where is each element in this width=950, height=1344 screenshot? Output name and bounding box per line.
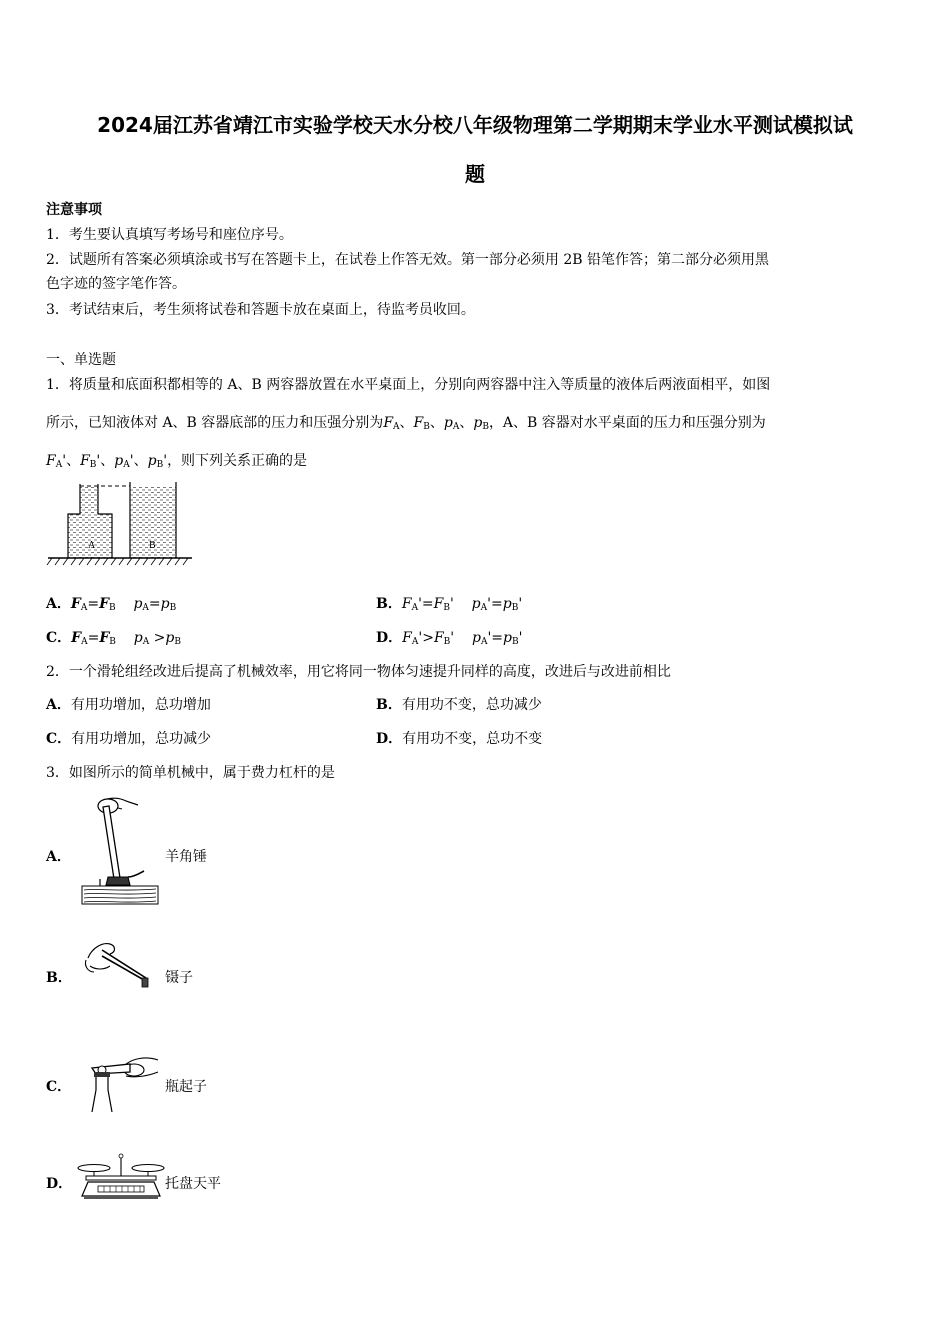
q3-option-a-label[interactable]: A． [46, 849, 71, 865]
q1-option-c[interactable]: C．$F_A=F_B$ $p_A >p_B$ [46, 630, 181, 647]
q1-option-b[interactable]: B．$F_A'=F_B'$ $p_A'=p_B'$ [376, 596, 523, 613]
page-title-continued: 题 [465, 162, 485, 186]
q3-option-c-label[interactable]: C． [46, 1079, 72, 1095]
q3-option-b-text: 镊子 [165, 970, 193, 986]
q1-option-d[interactable]: D．$F_A'>F_B'$ $p_A'=p_B'$ [376, 630, 523, 647]
section-heading: 一、单选题 [46, 352, 116, 368]
q2-option-c[interactable]: C．有用功增加，总功减少 [46, 731, 212, 747]
q3-option-a-text: 羊角锤 [165, 849, 207, 865]
label-a: A [88, 540, 96, 551]
q3-stem: 3．如图所示的简单机械中，属于费力杠杆的是 [46, 765, 335, 781]
q3-option-c-text: 瓶起子 [165, 1079, 207, 1095]
q1-stem-line-2: 所示，已知液体对 A、B 容器底部的压力和压强分别为$F_A$、$F_B$、$p_A$、$p_B$，A、B 容器对水平桌面的压力和压强分别为 [46, 415, 766, 432]
q2-option-d[interactable]: D．有用功不变，总功不变 [376, 731, 543, 747]
notice-item-1: 1．考生要认真填写考场号和座位序号。 [46, 227, 293, 243]
claw-hammer-figure [78, 793, 160, 907]
page-title: 2024届江苏省靖江市实验学校天水分校八年级物理第二学期期末学业水平测试模拟试 [97, 113, 853, 137]
q1-option-a[interactable]: A．$F_A=F_B$ $p_A=p_B$ [46, 596, 177, 613]
pan-balance-figure [74, 1152, 168, 1204]
q1-stem-line-1: 1．将质量和底面积都相等的 A、B 两容器放置在水平桌面上，分别向两容器中注入等质量的液体后两液面相平，如图 [46, 377, 771, 393]
q3-option-d-label[interactable]: D． [46, 1176, 73, 1192]
q1-containers-figure [46, 478, 194, 570]
q3-option-d-text: 托盘天平 [165, 1176, 221, 1192]
q2-stem: 2．一个滑轮组经改进后提高了机械效率，用它将同一物体匀速提升同样的高度，改进后与改进前相比 [46, 664, 671, 680]
notice-item-2-continued: 色字迹的签字笔作答。 [46, 276, 186, 292]
notice-item-2: 2．试题所有答案必须填涂或书写在答题卡上，在试卷上作答无效。第一部分必须用 2B 铅笔作答；第二部分必须用黑 [46, 252, 769, 268]
notice-heading: 注意事项 [46, 202, 102, 218]
q3-option-b-label[interactable]: B． [46, 970, 72, 986]
label-b: B [149, 540, 156, 551]
bottle-opener-figure [84, 1050, 162, 1114]
q1-stem-line-3: $F_A'$、$F_B'$、$p_A'$、$p_B'$，则下列关系正确的是 [46, 453, 308, 470]
q2-option-a[interactable]: A．有用功增加，总功增加 [46, 697, 211, 713]
q2-option-b[interactable]: B．有用功不变，总功减少 [376, 697, 542, 713]
notice-item-3: 3．考试结束后，考生须将试卷和答题卡放在桌面上，待监考员收回。 [46, 302, 475, 318]
tweezers-figure [80, 936, 156, 992]
